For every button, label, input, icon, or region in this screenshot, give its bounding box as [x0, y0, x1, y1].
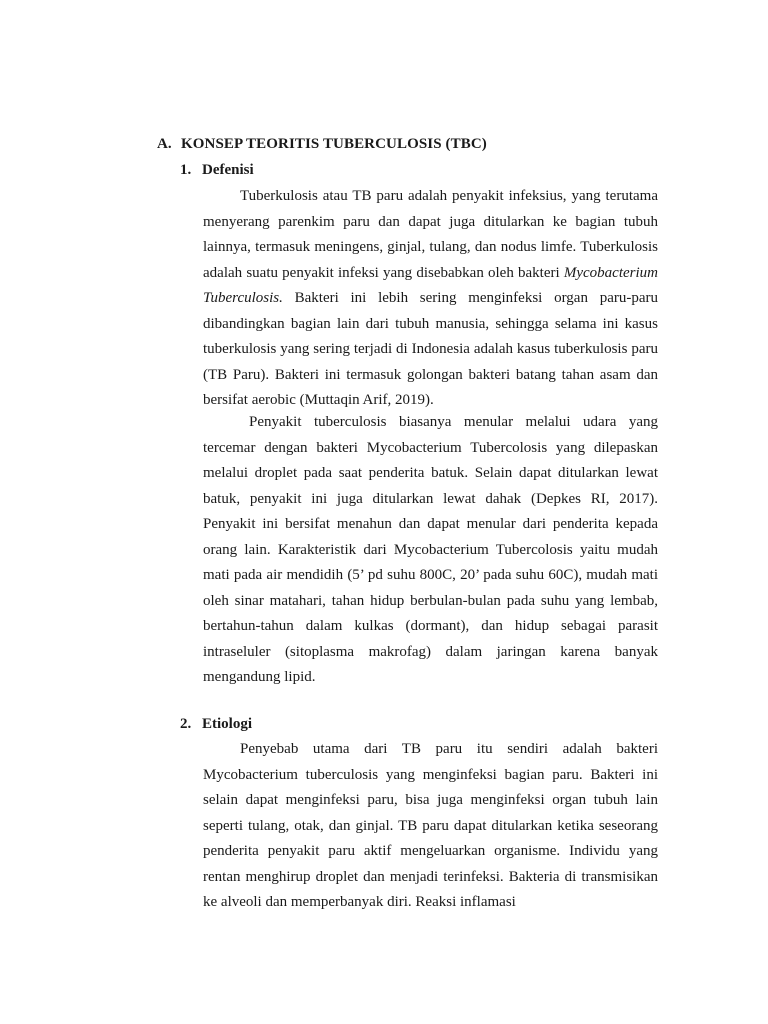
section-heading — [157, 136, 487, 153]
subsection-number: 2. — [180, 716, 192, 732]
paragraph-text: Tuberkulosis atau TB paru adalah penyakit infeksius, yang terutama menyerang parenkim paru dan dapat juga ditularkan ke bagian tubuh lainnya, termasuk meningens, ginjal, tulang, dan nodus limfe. Tuberkulosis adalah suatu penyakit infeksi yang disebabkan oleh bakteri — [203, 188, 658, 281]
paragraph-text: Bakteri ini lebih sering menginfeksi organ paru-paru dibandingkan bagian lain dari tubuh manusia, sehingga selama ini kasus tuberkulosis yang sering terjadi di Indonesia adalah kasus tuberkulosis paru (TB Paru). Bakteri ini termasuk golongan bakteri batang tahan asam dan bersifat aerobic (Muttaqin Arif, 2019). — [203, 290, 658, 408]
subsection-heading-etiologi — [180, 716, 252, 733]
subsection-number: 1. — [180, 162, 192, 178]
paragraph-defenisi-1 — [203, 184, 658, 414]
paragraph-defenisi-2: Penyakit tuberculosis biasanya menular melalui udara yang tercemar dengan bakteri Mycobacterium Tubercolosis yang dilepaskan melalui droplet pada saat penderita batuk. Selain dapat ditularkan lewat batuk, penyakit ini juga ditularkan lewat dahak (Depkes RI, 2017). Penyakit ini bersifat menahun dan dapat menular dari penderita kepada orang lain. Karakteristik dari Mycobacterium Tubercolosis yaitu mudah mati pada air mendidih (5’ pd suhu 800C, 20’ pada suhu 60C), mudah mati oleh sinar matahari, tahan hidup berbulan-bulan pada suhu yang lembab, bertahun-tahun dalam kulkas (dormant), dan hidup sebagai parasit intraseluler (sitoplasma makrofag) dalam jaringan karena banyak mengandung lipid. — [203, 414, 658, 685]
subsection-title: Etiologi — [202, 716, 253, 732]
subsection-title: Defenisi — [202, 162, 254, 178]
paragraph-etiologi-1: Penyebab utama dari TB paru itu sendiri adalah bakteri Mycobacterium tuberculosis yang menginfeksi bagian paru. Bakteri ini selain dapat menginfeksi paru, bisa juga menginfeksi organ tubuh lain seperti tulang, otak, dan ginjal. TB paru dapat ditularkan ketika seseorang penderita penyakit paru aktif mengeluarkan organisme. Individu yang rentan menghirup droplet dan menjadi terinfeksi. Bakteria di transmisikan ke alveoli dan memperbanyak diri. Reaksi inflamasi — [203, 741, 658, 910]
subsection-heading-defenisi — [180, 162, 254, 179]
italic-species-name: Mycobacterium Tuberculosis. — [203, 264, 658, 306]
section-letter: A. — [157, 136, 172, 152]
section-title: KONSEP TEORITIS TUBERCULOSIS (TBC) — [181, 136, 487, 152]
